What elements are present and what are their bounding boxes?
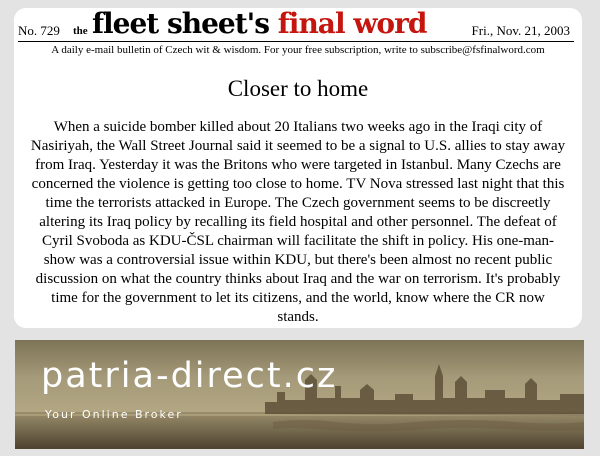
issue-number: No. 729	[18, 23, 60, 38]
title-main: fleet sheet's	[92, 7, 270, 40]
article-headline: Closer to home	[227, 76, 369, 101]
subscription-tagline: A daily e-mail bulletin of Czech wit & wisdom. For your free subscription, write to subscribe@fsfinalword.com	[51, 44, 545, 56]
title-prefix: the	[73, 25, 88, 37]
article-body: When a suicide bomber killed about 20 Italians two weeks ago in the Iraqi city of Nasiriyah, the Wall Street Journal said it seemed to be a signal to U.S. allies to stay away from Iraq. Yesterday it was the Britons who were targeted in Istanbul. Many Czechs are concerned the violence is getting too close to home. TV Nova stressed last night that this time the terrorists attacked in Europe. The Czech government seems to be discreetly altering its Iraq policy by recalling its field hospital and other personnel. The defeat of Cyril Svoboda as KDU-ČSL chairman will facilitate the shift in policy. His one-man-show was a controversial issue within KDU, but there's been almost no recent public discussion on what the country thinks about Iraq and the war on terrorism. It's probably time for the government to let its citizens, and the world, know where the CR now stands.	[30, 119, 566, 325]
patria-direct-ad-banner[interactable]	[15, 340, 584, 449]
masthead-divider	[18, 41, 574, 42]
issue-date: Fri., Nov. 21, 2003	[471, 23, 570, 38]
online-broker-subtitle: Your Online Broker	[45, 408, 183, 421]
newsletter-title	[92, 8, 426, 40]
masthead	[14, 7, 582, 40]
patria-direct-logo-text: patria-direct.cz	[41, 356, 338, 396]
title-accent: final word	[277, 7, 427, 40]
